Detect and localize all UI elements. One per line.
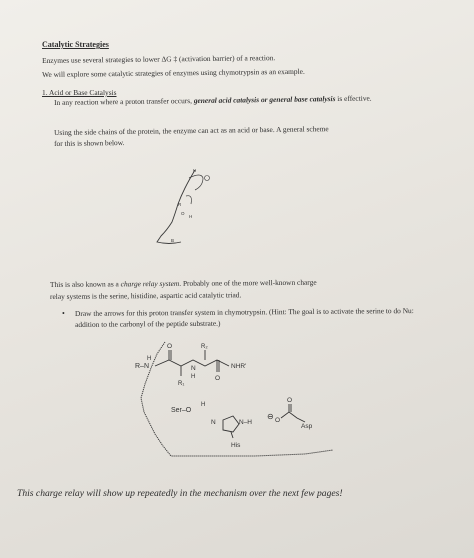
imidazole-ring <box>223 416 239 432</box>
charge-circle <box>205 176 210 181</box>
relay-line-1 <box>50 278 317 290</box>
label-ser: Ser–O <box>171 407 192 414</box>
label-h-n2: H <box>191 374 196 380</box>
para1-emphasis: general acid catalysis or general base catalysis <box>193 94 336 106</box>
curved-arrow-1 <box>189 175 203 190</box>
label-h: H <box>189 214 193 219</box>
label-asp-o1: O <box>275 417 281 424</box>
label-n-mid: N <box>191 365 196 372</box>
curved-arrow-2 <box>186 196 191 204</box>
his-side-chain <box>231 432 233 438</box>
minus-charge: ⊖ <box>267 412 274 421</box>
label-asp: Asp <box>301 423 313 430</box>
label-r2: R₂ <box>201 344 208 350</box>
section1-para2-line1: Using the side chains of the protein, the enzyme can act as an acid or base. A general scheme <box>54 124 329 137</box>
label-o1: O <box>167 343 173 350</box>
label-his-n1: N <box>211 419 216 426</box>
section-heading-acid-base: 1. Acid or Base Catalysis <box>42 88 117 97</box>
label-b: B <box>171 238 175 243</box>
protein-backbone-line <box>157 170 195 244</box>
label-nhr: NHR' <box>231 363 247 370</box>
label-r1: R₁ <box>178 381 185 387</box>
asp-carboxylate <box>281 412 305 422</box>
relay-line-2: relay systems is the serine, histidine, aspartic acid catalytic triad. <box>50 290 242 301</box>
section1-para2-line2: for this is shown below. <box>54 138 125 148</box>
label-his-nh: N–H <box>239 419 253 426</box>
label-o: O <box>181 211 185 216</box>
label-r-n: R–N <box>135 363 150 370</box>
para1-text-pre: In any reaction where a proton transfer occurs, <box>54 96 194 107</box>
relay-text-post: . Probably one of the more well-known charge <box>179 277 317 288</box>
label-r: R <box>178 202 182 207</box>
relay-text-pre: This is also known as a <box>50 279 121 289</box>
footer-note: This charge relay will show up repeatedly in the mechanism over the next few pages! <box>17 488 343 499</box>
bullet-marker: • <box>62 309 65 318</box>
catalytic-triad-scheme <box>125 338 345 470</box>
para1-text-post: is effective. <box>335 93 372 104</box>
label-his: His <box>231 442 241 449</box>
bullet-instruction: Draw the arrows for this proton transfer system in chymotrypsin. (Hint: The goal is to activate the serine to do Nu: addition to the carbonyl of the peptide substrate.) <box>75 306 414 329</box>
label-h-n1: H <box>147 356 152 362</box>
label-asp-o2: O <box>287 397 293 404</box>
relay-emphasis: charge relay system <box>120 278 180 289</box>
label-ser-h: H <box>201 402 206 408</box>
label-h-top: H <box>193 168 197 173</box>
page-title: Catalytic Strategies <box>42 40 109 49</box>
general-acid-base-scheme <box>145 150 225 260</box>
intro-line-1: Enzymes use several strategies to lower ΔG ‡ (activation barrier) of a reaction. <box>42 53 276 65</box>
intro-line-2: We will explore some catalytic strategies of enzymes using chymotrypsin as an example. <box>42 66 305 79</box>
enzyme-pocket-outline <box>141 342 333 456</box>
label-o2: O <box>215 375 221 382</box>
